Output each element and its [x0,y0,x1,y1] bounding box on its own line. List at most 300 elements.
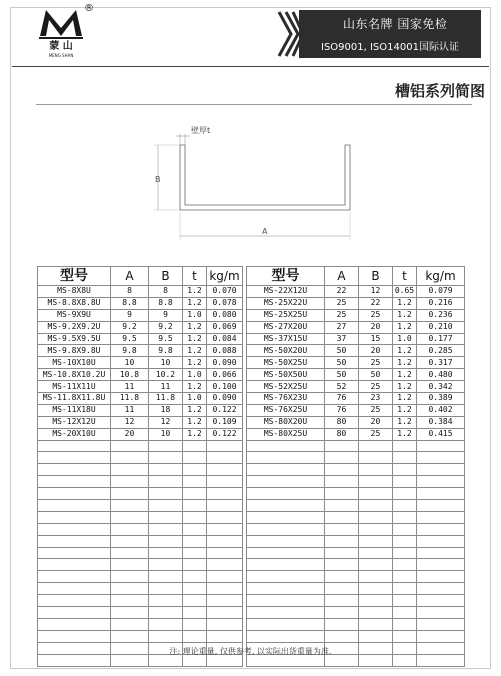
cell-b [359,571,393,583]
cell-t [183,607,207,619]
cell-a: 50 [325,357,359,369]
table-body [38,286,465,667]
cell-a: 9.8 [111,345,149,357]
cell-t: 1.2 [393,381,417,393]
height-label: B [155,175,161,184]
cell-a [111,607,149,619]
cell-b [149,571,183,583]
cell-model [38,595,111,607]
cell-t: 1.2 [183,404,207,416]
cell-weight [207,523,243,535]
width-label: A [262,227,268,236]
cell-weight: 0.402 [417,404,465,416]
cell-a [111,618,149,630]
table-row [38,452,465,464]
cell-model: MS-27X20U [247,321,325,333]
table-row [38,583,465,595]
table-row [38,464,465,476]
cell-t: 1.2 [393,393,417,405]
cell-a [111,535,149,547]
cell-b: 9.8 [149,345,183,357]
cell-model [38,559,111,571]
cell-t [393,559,417,571]
cell-weight [207,547,243,559]
cell-weight [417,488,465,500]
cell-t [393,511,417,523]
spec-table-container [37,266,464,667]
cell-weight: 0.389 [417,393,465,405]
cell-weight: 0.384 [417,416,465,428]
cell-b: 10.2 [149,369,183,381]
cell-a: 52 [325,381,359,393]
cell-a [325,464,359,476]
cell-model [38,440,111,452]
cell-b [149,630,183,642]
cell-a [111,630,149,642]
cell-b [149,500,183,512]
cell-weight: 0.069 [207,321,243,333]
cell-weight [417,583,465,595]
channel-profile [180,145,350,210]
thickness-label: 壁厚t [191,126,211,135]
cell-weight: 0.216 [417,297,465,309]
cell-b: 15 [359,333,393,345]
cell-model [247,535,325,547]
cell-b [359,607,393,619]
table-header-row [38,267,465,286]
cell-b [149,452,183,464]
cell-weight [417,571,465,583]
cell-b [149,523,183,535]
cell-weight: 0.285 [417,345,465,357]
cell-b [359,618,393,630]
cell-a: 25 [325,297,359,309]
cell-model [247,630,325,642]
cell-t [183,595,207,607]
cell-model [247,607,325,619]
cell-b [359,547,393,559]
cell-a [111,547,149,559]
cell-a [325,630,359,642]
cell-b: 11.8 [149,393,183,405]
cell-t [183,440,207,452]
cell-model: MS-9X9U [38,309,111,321]
cell-b [359,583,393,595]
cell-b: 10 [149,428,183,440]
cell-a: 12 [111,416,149,428]
cell-a: 27 [325,321,359,333]
cell-weight [417,607,465,619]
cell-weight: 0.066 [207,369,243,381]
cell-weight: 0.122 [207,404,243,416]
cell-t [183,452,207,464]
table-row [38,523,465,535]
cell-model [38,511,111,523]
cell-model [247,440,325,452]
cell-model [38,464,111,476]
table-row [38,630,465,642]
cell-a: 50 [325,345,359,357]
cell-b: 20 [359,416,393,428]
cell-t: 1.2 [393,416,417,428]
cell-b: 25 [359,357,393,369]
cell-a [111,440,149,452]
cell-model: MS-11X11U [38,381,111,393]
cell-b: 25 [359,404,393,416]
cell-weight: 0.342 [417,381,465,393]
table-row [38,595,465,607]
cell-weight [207,464,243,476]
cell-b [149,559,183,571]
cell-a: 11 [111,404,149,416]
spec-table [37,266,465,667]
cell-a: 8 [111,286,149,298]
cell-a [325,559,359,571]
table-row [38,571,465,583]
cell-b [149,595,183,607]
table-row [38,559,465,571]
cell-b: 20 [359,321,393,333]
cell-model: MS-25X22U [247,297,325,309]
cell-model [247,571,325,583]
cell-model [247,511,325,523]
table-row [38,618,465,630]
cell-weight: 0.480 [417,369,465,381]
cell-a [325,571,359,583]
cell-b: 20 [359,345,393,357]
cell-model: MS-11.8X11.8U [38,393,111,405]
cell-model [247,464,325,476]
cell-a [325,595,359,607]
cell-t [183,511,207,523]
cell-t [183,630,207,642]
cell-model [38,523,111,535]
cell-b [359,464,393,476]
cell-weight [207,571,243,583]
cell-model [247,547,325,559]
cell-b: 23 [359,393,393,405]
cell-weight [417,523,465,535]
cell-model [247,618,325,630]
table-row [38,607,465,619]
cell-weight [417,440,465,452]
cell-weight [207,583,243,595]
cell-b: 12 [149,416,183,428]
cell-weight: 0.415 [417,428,465,440]
table-row [38,404,465,416]
col-header-b: B [149,267,183,286]
cell-b [359,488,393,500]
cell-b [359,452,393,464]
cell-b: 12 [359,286,393,298]
cell-weight [417,464,465,476]
cell-b [359,595,393,607]
cell-model: MS-8X8U [38,286,111,298]
cell-model: MS-12X12U [38,416,111,428]
table-row [38,381,465,393]
cell-t [393,440,417,452]
cell-t [393,595,417,607]
col-header-a: A [111,267,149,286]
cell-b [149,583,183,595]
cell-b [359,511,393,523]
col-header-a: A [325,267,359,286]
cell-weight: 0.100 [207,381,243,393]
cell-a: 8.8 [111,297,149,309]
cell-model [38,500,111,512]
cell-model [247,452,325,464]
table-row [38,535,465,547]
table-row [38,297,465,309]
cell-model: MS-10.8X10.2U [38,369,111,381]
cell-b [359,440,393,452]
col-header-model: 型号 [247,267,325,286]
cell-a: 9.5 [111,333,149,345]
cell-b [359,476,393,488]
cell-t [183,500,207,512]
cell-a [111,523,149,535]
cell-a [325,500,359,512]
cell-model [247,559,325,571]
cell-b: 25 [359,428,393,440]
table-row [38,333,465,345]
cell-a [325,452,359,464]
cell-model: MS-50X25U [247,357,325,369]
table-row [38,357,465,369]
cell-a [325,476,359,488]
cell-weight: 0.317 [417,357,465,369]
cell-t: 1.0 [183,369,207,381]
cell-t: 0.65 [393,286,417,298]
cell-t [393,547,417,559]
cell-model: MS-9.5X9.5U [38,333,111,345]
cell-weight [417,500,465,512]
title-divider [36,104,472,105]
cell-t [393,500,417,512]
cell-a [111,583,149,595]
cell-b [359,523,393,535]
cell-t [393,583,417,595]
cell-model [38,535,111,547]
cell-a: 37 [325,333,359,345]
cell-b [149,535,183,547]
cell-weight: 0.090 [207,357,243,369]
u-channel-diagram [150,120,360,245]
cell-weight [417,630,465,642]
cell-a: 20 [111,428,149,440]
col-header-weight: kg/m [207,267,243,286]
table-row [38,428,465,440]
registered-mark: ® [84,3,94,14]
cell-b [149,618,183,630]
cell-a: 76 [325,404,359,416]
cell-b [149,440,183,452]
cell-t [393,571,417,583]
cell-model [38,607,111,619]
cell-t: 1.2 [183,428,207,440]
cell-t [183,464,207,476]
cell-model: MS-50X20U [247,345,325,357]
cell-t: 1.2 [393,297,417,309]
table-row [38,321,465,333]
cell-t: 1.2 [183,357,207,369]
cell-weight: 0.210 [417,321,465,333]
cell-weight [207,511,243,523]
cell-weight: 0.088 [207,345,243,357]
cell-weight: 0.084 [207,333,243,345]
cell-model: MS-10X10U [38,357,111,369]
table-row [38,369,465,381]
table-row [38,511,465,523]
cell-model [38,583,111,595]
cell-weight [207,500,243,512]
cell-a [111,571,149,583]
cell-a [111,511,149,523]
cell-model [38,452,111,464]
table-row [38,309,465,321]
cell-t [183,547,207,559]
cell-weight [207,440,243,452]
cell-a [111,595,149,607]
cell-a: 9 [111,309,149,321]
cell-b: 9.2 [149,321,183,333]
cell-weight [417,618,465,630]
cell-t: 1.2 [183,297,207,309]
cell-a: 50 [325,369,359,381]
cell-b: 18 [149,404,183,416]
cell-a [325,488,359,500]
cell-t [393,452,417,464]
cell-model [38,476,111,488]
cell-model: MS-11X18U [38,404,111,416]
cell-weight: 0.080 [207,309,243,321]
cell-a [325,618,359,630]
cell-t: 1.0 [183,393,207,405]
cell-a: 80 [325,416,359,428]
cell-t [393,535,417,547]
cell-a: 22 [325,286,359,298]
cell-b: 8 [149,286,183,298]
cell-a [111,464,149,476]
cell-t: 1.2 [393,357,417,369]
cell-t: 1.2 [183,333,207,345]
cell-model: MS-50X50U [247,369,325,381]
cell-b: 9 [149,309,183,321]
cell-weight [417,476,465,488]
cell-t: 1.2 [183,286,207,298]
cell-a [111,488,149,500]
banner-brand-text: 山东名牌 国家免检 [343,17,448,31]
cell-model: MS-37X15U [247,333,325,345]
cell-t: 1.2 [393,321,417,333]
cell-t: 1.0 [183,309,207,321]
cell-a [325,547,359,559]
cell-b: 25 [359,381,393,393]
cell-weight: 0.177 [417,333,465,345]
cell-weight [417,511,465,523]
cell-weight [207,476,243,488]
cell-b [149,488,183,500]
cell-model: MS-25X25U [247,309,325,321]
cell-t [183,571,207,583]
cell-b [149,547,183,559]
cell-t [393,630,417,642]
col-header-t: t [183,267,207,286]
cell-a [325,607,359,619]
cell-weight [207,488,243,500]
cell-t [393,488,417,500]
cell-b: 11 [149,381,183,393]
cell-a [325,583,359,595]
table-row [38,488,465,500]
cell-t [183,523,207,535]
cell-b [149,607,183,619]
cell-model [38,618,111,630]
cell-b: 9.5 [149,333,183,345]
cell-weight [207,559,243,571]
cell-model [247,500,325,512]
table-row [38,416,465,428]
cell-a: 76 [325,393,359,405]
banner-iso-text: ISO9001, ISO14001国际认证 [321,42,459,53]
cell-weight: 0.109 [207,416,243,428]
cell-t: 1.2 [393,404,417,416]
table-row [38,440,465,452]
cell-b [359,500,393,512]
cell-model: MS-8.8X8.8U [38,297,111,309]
certification-banner [299,10,481,58]
header-divider [12,66,489,67]
cell-a [111,500,149,512]
cell-t [183,476,207,488]
cell-weight [207,595,243,607]
cell-a [325,440,359,452]
cell-a: 10 [111,357,149,369]
cell-b [149,476,183,488]
cell-b: 25 [359,309,393,321]
brand-name: 蒙 山 [49,41,73,52]
col-header-weight: kg/m [417,267,465,286]
table-row [38,547,465,559]
cell-weight [207,607,243,619]
cell-b: 8.8 [149,297,183,309]
cell-b [359,630,393,642]
cell-t [183,488,207,500]
cell-t [183,535,207,547]
cell-model: MS-80X25U [247,428,325,440]
cell-model [247,523,325,535]
cell-a: 25 [325,309,359,321]
table-row [38,500,465,512]
brand-subtitle: MENG SHAN [48,53,74,58]
cell-model [247,595,325,607]
cell-model: MS-9.2X9.2U [38,321,111,333]
cell-model [38,488,111,500]
cell-t: 1.2 [183,381,207,393]
footer-note: 注: 理论重量, 仅供参考, 以实际出货重量为准. [169,647,332,656]
col-header-model: 型号 [38,267,111,286]
cell-a: 9.2 [111,321,149,333]
cell-a [325,511,359,523]
cell-t [183,559,207,571]
cell-t: 1.2 [393,369,417,381]
cell-model [38,630,111,642]
cell-t [393,464,417,476]
cell-a [325,523,359,535]
cell-a [111,559,149,571]
cell-a: 10.8 [111,369,149,381]
cell-weight: 0.236 [417,309,465,321]
